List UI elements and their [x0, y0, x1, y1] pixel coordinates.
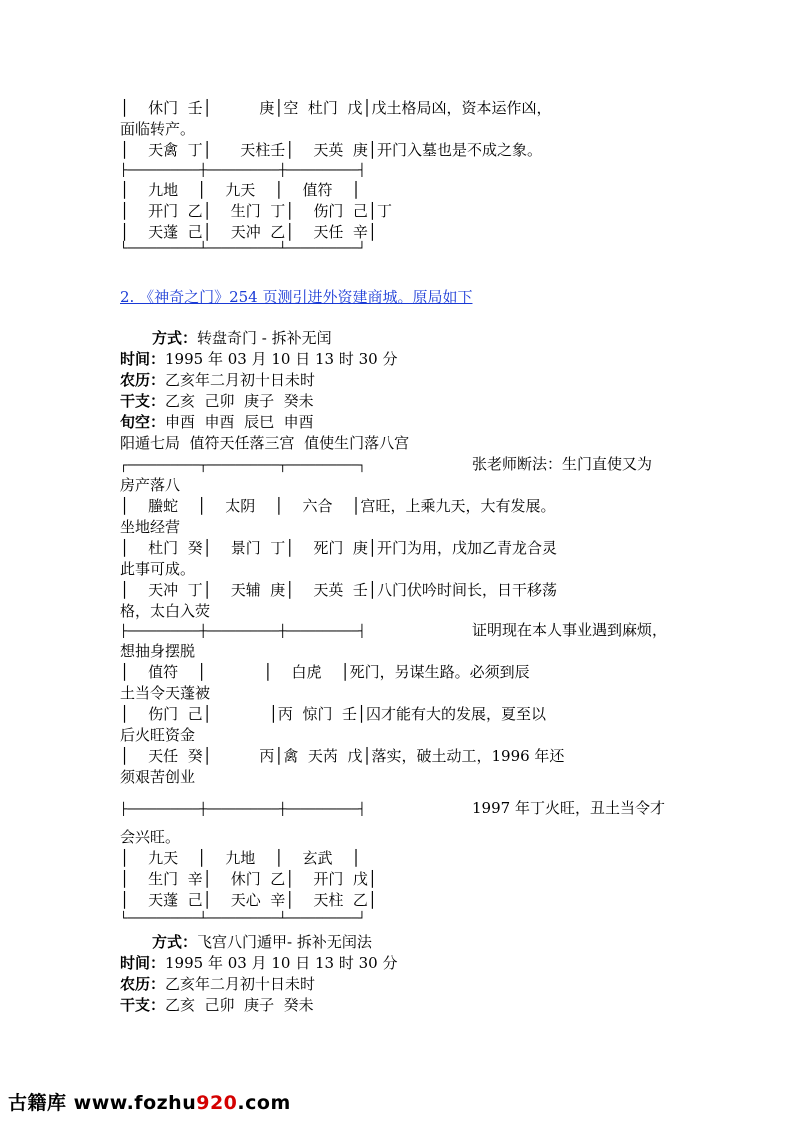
text-line: 阳遁七局 值符天任落三宫 值使生门落八宫	[120, 434, 410, 452]
fangshi-line: 方式：飞宫八门遁甲- 拆补无闰法	[152, 933, 372, 951]
grid-border: └──────────┴──────────┴──────────┘	[120, 241, 366, 255]
xunkong-line: 旬空：申酉 申酉 辰巳 申酉	[120, 413, 314, 431]
text-line: 须艰苦创业	[120, 768, 196, 786]
grid-border: ├──────────┼──────────┼──────────┤	[120, 624, 366, 638]
text-line: 想抽身摆脱	[120, 642, 196, 660]
text-line: 格，太白入荧	[120, 602, 211, 620]
text-line: 会兴旺。	[120, 828, 181, 846]
section-heading-link[interactable]: 2. 《神奇之门》254 页测引进外资建商城。原局如下	[120, 288, 473, 306]
grid-border: ├──────────┼──────────┼──────────┤	[120, 163, 366, 177]
footer-watermark	[8, 1088, 291, 1115]
text-line: 面临转产。	[120, 120, 196, 138]
text-line: │ 九天 │ 九地 │ 玄武 │	[120, 849, 361, 867]
text-line: │ 螣蛇 │ 太阴 │ 六合 │宫旺，上乘九天，大有发展。	[120, 497, 556, 515]
text-line: │ 天冲 丁│ 天辅 庚│ 天英 壬│八门伏吟时间长，日干移荡	[120, 581, 557, 599]
text-line: 坐地经营	[120, 518, 181, 536]
shijian-line: 时间：1995 年 03 月 10 日 13 时 30 分	[120, 350, 398, 368]
text-line: │ 值符 │ │ 白虎 │死门，另谋生路。必须到辰	[120, 663, 530, 681]
ganzhi-line: 干支：乙亥 己卯 庚子 癸未	[120, 996, 314, 1014]
text-line: 后火旺资金	[120, 726, 196, 744]
footer-url-suffix: .com	[237, 1092, 291, 1114]
text-line: │ 天禽 丁│ 天柱壬│ 天英 庚│开门入墓也是不成之象。	[120, 141, 542, 159]
text-line: 张老师断法：生门直使又为	[472, 455, 653, 473]
grid-border: ┌──────────┬──────────┬──────────┐	[120, 458, 366, 472]
text-line: │ 天蓬 己│ 天冲 乙│ 天任 辛│	[120, 223, 377, 241]
text-line: 1997 年丁火旺，丑土当令才	[472, 799, 665, 817]
text-line: 房产落八	[120, 476, 181, 494]
footer-url-prefix: www.fozhu	[73, 1092, 197, 1114]
text-line: │ 天蓬 己│ 天心 辛│ 天柱 乙│	[120, 891, 377, 909]
fangshi-line: 方式：转盘奇门 - 拆补无闰	[152, 329, 332, 347]
grid-border: ├──────────┼──────────┼──────────┤	[120, 802, 366, 816]
text-line: │ 天任 癸│ 丙│禽 天芮 戊│落实，破土动工，1996 年还	[120, 747, 565, 765]
footer-brand: 古籍库	[8, 1092, 67, 1114]
text-line: │ 开门 乙│ 生门 丁│ 伤门 己│丁	[120, 202, 392, 220]
shijian-line: 时间：1995 年 03 月 10 日 13 时 30 分	[120, 954, 398, 972]
text-line: │ 九地 │ 九天 │ 值符 │	[120, 181, 361, 199]
nongli-line: 农历：乙亥年二月初十日未时	[120, 371, 316, 389]
text-line: │ 生门 辛│ 休门 乙│ 开门 戊│	[120, 870, 377, 888]
text-line: │ 休门 壬│ 庚│空 杜门 戊│戊土格局凶，资本运作凶，	[120, 99, 552, 117]
text-line: 证明现在本人事业遇到麻烦，	[472, 621, 668, 639]
text-line: │ 伤门 己│ │丙 惊门 壬│囚才能有大的发展，夏至以	[120, 705, 547, 723]
nongli-line: 农历：乙亥年二月初十日未时	[120, 975, 316, 993]
text-line: 土当令天蓬被	[120, 684, 211, 702]
grid-border: └──────────┴──────────┴──────────┘	[120, 911, 366, 925]
footer-url-number: 920	[196, 1092, 238, 1114]
ganzhi-line: 干支：乙亥 己卯 庚子 癸未	[120, 392, 314, 410]
text-line: 此事可成。	[120, 560, 196, 578]
text-line: │ 杜门 癸│ 景门 丁│ 死门 庚│开门为用，戊加乙青龙合灵	[120, 539, 557, 557]
